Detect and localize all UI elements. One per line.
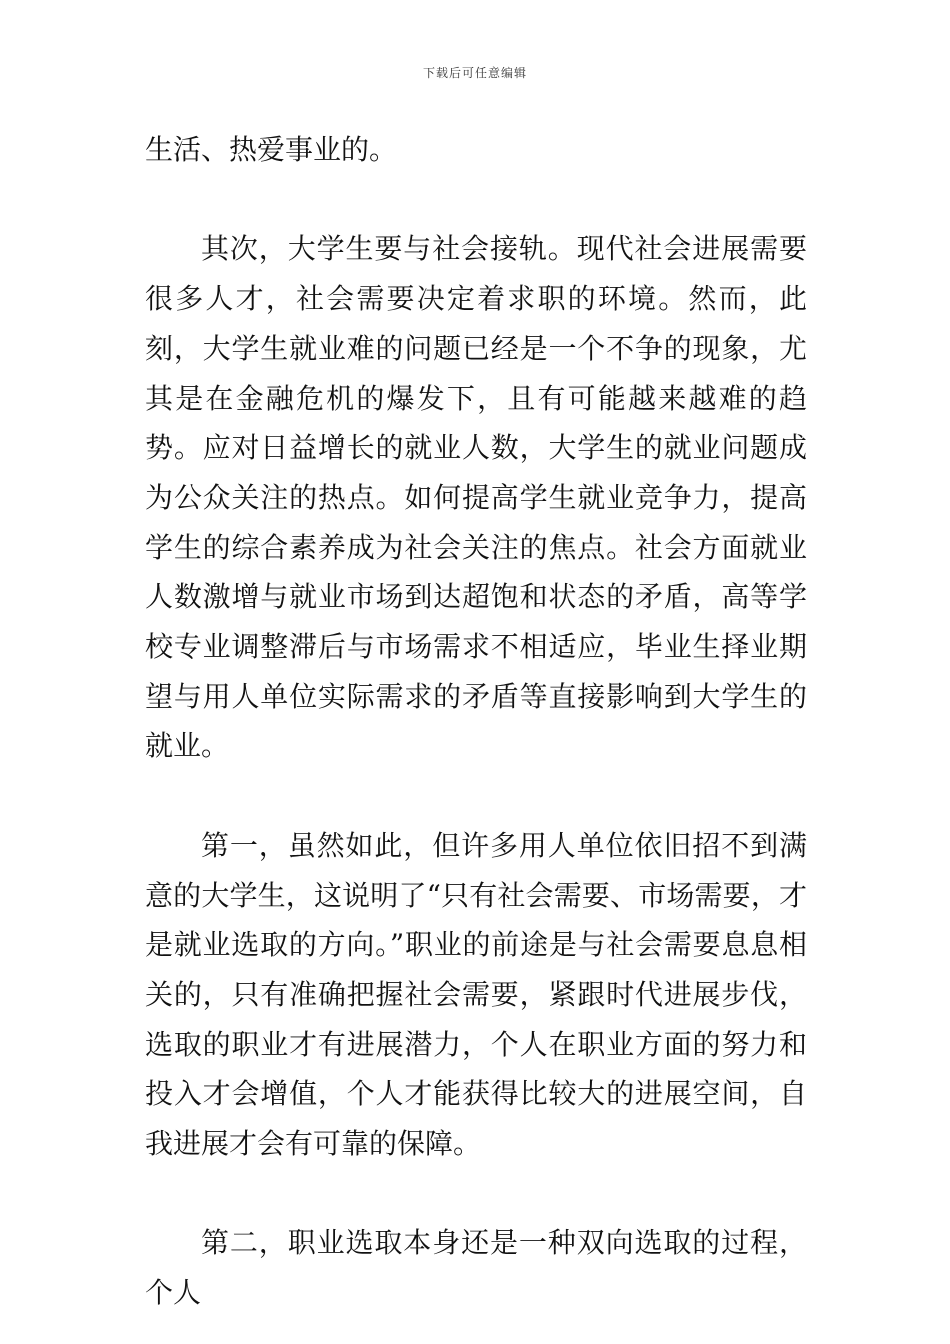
paragraph-continuation: 生活、热爱事业的。 [145, 133, 398, 166]
paragraph-spacer [145, 771, 807, 821]
paragraph-secondly: 其次，大学生要与社会接轨。现代社会进展需要很多人才，社会需要决定着求职的环境。然而，此刻，大学生就业难的问题已经是一个不争的现象，尤其是在金融危机的爆发下，且有可能越来越难的趋势。应对日益增长的就业人数，大学生的就业问题成为公众关注的热点。如何提高学生就业竞争力，提高学生的综合素养成为社会关注的焦点。社会方面就业人数激增与就业市场到达超饱和状态的矛盾，高等学校专业调整滞后与市场需求不相适应，毕业生择业期望与用人单位实际需求的矛盾等直接影响到大学生的就业。 [145, 232, 807, 763]
paragraph-spacer [145, 1169, 807, 1219]
paragraph-second-point: 第二，职业选取本身还是一种双向选取的过程，个人 [145, 1226, 807, 1310]
paragraph-spacer [145, 175, 807, 225]
paragraph-first-point: 第一，虽然如此，但许多用人单位依旧招不到满意的大学生，这说明了“只有社会需要、市场需要，才是就业选取的方向。”职业的前途是与社会需要息息相关的，只有准确把握社会需要，紧跟时代进展步伐，选取的职业才有进展潜力，个人在职业方面的努力和投入才会增值，个人才能获得比较大的进展空间，自我进展才会有可靠的保障。 [145, 828, 807, 1161]
document-body [145, 125, 807, 1318]
page-header-note: 下载后可任意编辑 [422, 66, 527, 80]
